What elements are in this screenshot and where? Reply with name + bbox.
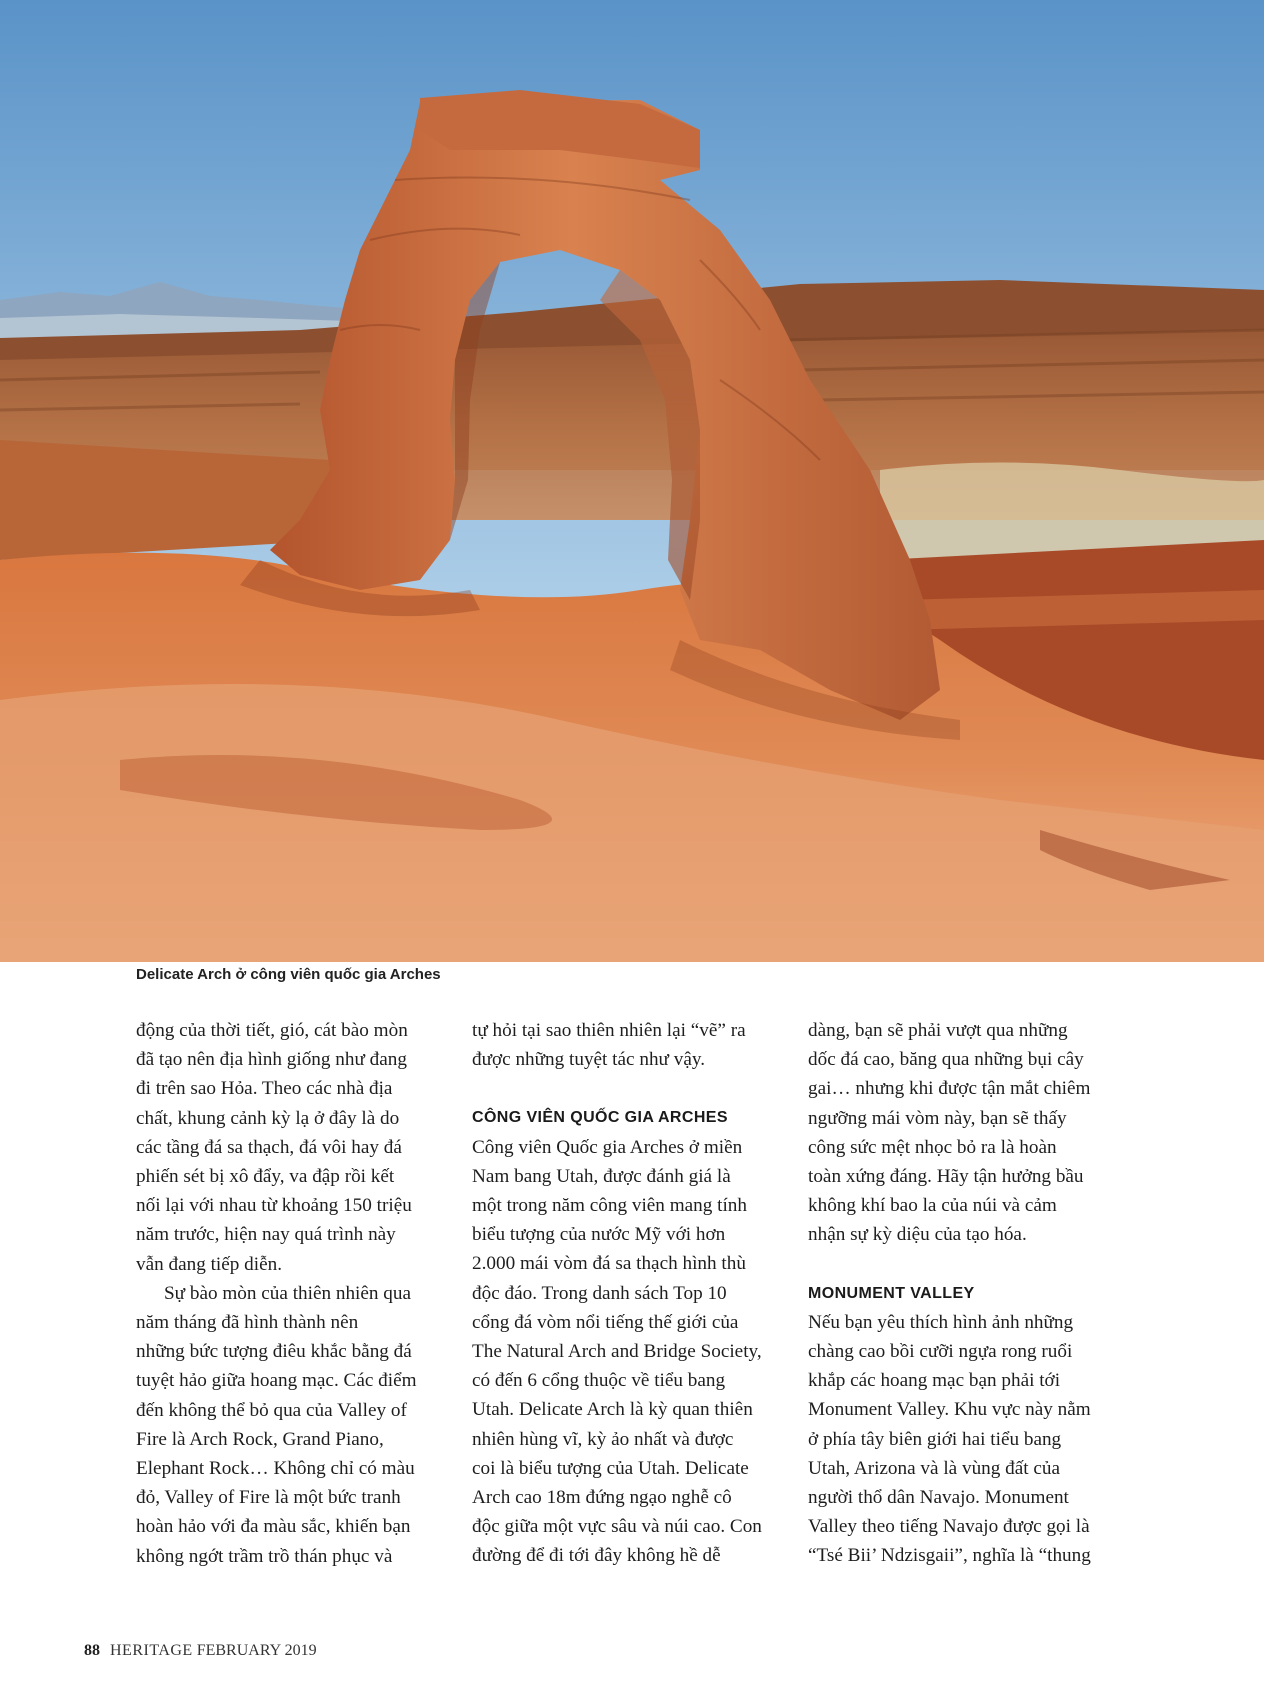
text-line: cổng đá vòm nổi tiếng thế giới của — [472, 1311, 739, 1333]
text-column-3 — [808, 1016, 1128, 1571]
text-line: Fire là Arch Rock, Grand Piano, — [136, 1428, 384, 1450]
paragraph — [472, 1133, 792, 1571]
text-line: Công viên Quốc gia Arches ở miền — [472, 1136, 743, 1158]
text-line: 2.000 mái vòm đá sa thạch hình thù — [472, 1253, 746, 1275]
text-line: dàng, bạn sẽ phải vượt qua những — [808, 1020, 1068, 1041]
text-line: ngưỡng mái vòm này, bạn sẽ thấy — [808, 1107, 1067, 1129]
paragraph — [136, 1279, 456, 1571]
text-line: đến không thể bỏ qua của Valley of — [136, 1399, 407, 1421]
text-line: coi là biểu tượng của Utah. Delicate — [472, 1457, 749, 1479]
text-line: một trong năm công viên mang tính — [472, 1195, 747, 1217]
section-heading-arches: CÔNG VIÊN QUỐC GIA ARCHES — [472, 1109, 728, 1127]
text-line: không ngớt trầm trồ thán phục và — [136, 1545, 393, 1567]
text-line: nhiên hùng vĩ, kỳ ảo nhất và được — [472, 1428, 734, 1450]
text-line: tuyệt hảo giữa hoang mạc. Các điểm — [136, 1370, 417, 1392]
text-line: đường để đi tới đây không hề dễ — [472, 1545, 721, 1567]
text-line: công sức mệt nhọc bỏ ra là hoàn — [808, 1136, 1057, 1158]
text-line: Monument Valley. Khu vực này nằm — [808, 1399, 1091, 1421]
section-heading-monument-valley: MONUMENT VALLEY — [808, 1284, 975, 1302]
text-line: gai… nhưng khi được tận mắt chiêm — [808, 1078, 1091, 1100]
text-line: đỏ, Valley of Fire là một bức tranh — [136, 1487, 401, 1509]
text-line: toàn xứng đáng. Hãy tận hưởng bầu — [808, 1166, 1084, 1188]
text-line: người thổ dân Navajo. Monument — [808, 1487, 1069, 1509]
text-column-1 — [136, 1016, 456, 1571]
text-line: Nam bang Utah, được đánh giá là — [472, 1165, 731, 1187]
magazine-name: HERITAGE — [110, 1642, 193, 1659]
text-line: động của thời tiết, gió, cát bào mòn — [136, 1020, 408, 1041]
text-line: Utah, Arizona và là vùng đất của — [808, 1457, 1061, 1479]
text-line: Valley theo tiếng Navajo được gọi là — [808, 1516, 1090, 1538]
text-line: Nếu bạn yêu thích hình ảnh những — [808, 1311, 1074, 1333]
text-line: Utah. Delicate Arch là kỳ quan thiên — [472, 1399, 753, 1421]
text-line: đã tạo nên địa hình giống như đang — [136, 1049, 407, 1071]
text-line: đi trên sao Hỏa. Theo các nhà địa — [136, 1078, 393, 1100]
text-line: độc đáo. Trong danh sách Top 10 — [472, 1282, 727, 1304]
paragraph-spacer — [472, 1074, 792, 1103]
text-line: các tầng đá sa thạch, đá vôi hay đá — [136, 1136, 402, 1158]
page-number: 88 — [84, 1642, 100, 1659]
text-line: tự hỏi tại sao thiên nhiên lại “vẽ” ra — [472, 1020, 746, 1041]
text-line: chất, khung cảnh kỳ lạ ở đây là do — [136, 1107, 400, 1129]
text-line: năm trước, hiện nay quá trình này — [136, 1224, 396, 1246]
text-line: những bức tượng điêu khắc bằng đá — [136, 1341, 412, 1363]
text-line: dốc đá cao, băng qua những bụi cây — [808, 1049, 1084, 1071]
photo-caption: Delicate Arch ở công viên quốc gia Arches — [136, 966, 441, 983]
text-line: chàng cao bồi cưỡi ngựa rong ruổi — [808, 1341, 1073, 1363]
text-line: vẫn đang tiếp diễn. — [136, 1253, 282, 1275]
text-line: nhận sự kỳ diệu của tạo hóa. — [808, 1224, 1027, 1246]
paragraph — [136, 1016, 456, 1279]
text-line: có đến 6 cổng thuộc về tiểu bang — [472, 1370, 726, 1392]
text-line: không khí bao la của núi và cảm — [808, 1195, 1057, 1217]
text-line: The Natural Arch and Bridge Society, — [472, 1341, 762, 1363]
text-line: độc giữa một vực sâu và núi cao. Con — [472, 1516, 762, 1538]
text-line: Elephant Rock… Không chỉ có màu — [136, 1458, 415, 1480]
text-line: phiến sét bị xô đẩy, va đập rồi kết — [136, 1166, 395, 1188]
text-line: Sự bào mòn của thiên nhiên qua — [164, 1282, 411, 1304]
text-line: khắp các hoang mạc bạn phải tới — [808, 1370, 1061, 1392]
page-footer — [84, 1642, 317, 1660]
issue-date: FEBRUARY 2019 — [196, 1642, 317, 1659]
text-line: biểu tượng của nước Mỹ với hơn — [472, 1224, 726, 1246]
paragraph — [808, 1016, 1128, 1250]
paragraph — [808, 1308, 1128, 1571]
text-line: được những tuyệt tác như vậy. — [472, 1049, 705, 1071]
text-line: năm tháng đã hình thành nên — [136, 1312, 359, 1334]
paragraph-spacer — [808, 1250, 1128, 1279]
text-line: hoàn hảo với đa màu sắc, khiến bạn — [136, 1516, 411, 1538]
text-line: nối lại với nhau từ khoảng 150 triệu — [136, 1195, 412, 1217]
text-line: Arch cao 18m đứng ngạo nghễ cô — [472, 1487, 732, 1509]
text-line: ở phía tây biên giới hai tiểu bang — [808, 1428, 1062, 1450]
text-line: “Tsé Bii’ Ndzisgaii”, nghĩa là “thung — [808, 1545, 1091, 1567]
text-column-2 — [472, 1016, 792, 1571]
paragraph — [472, 1016, 792, 1074]
